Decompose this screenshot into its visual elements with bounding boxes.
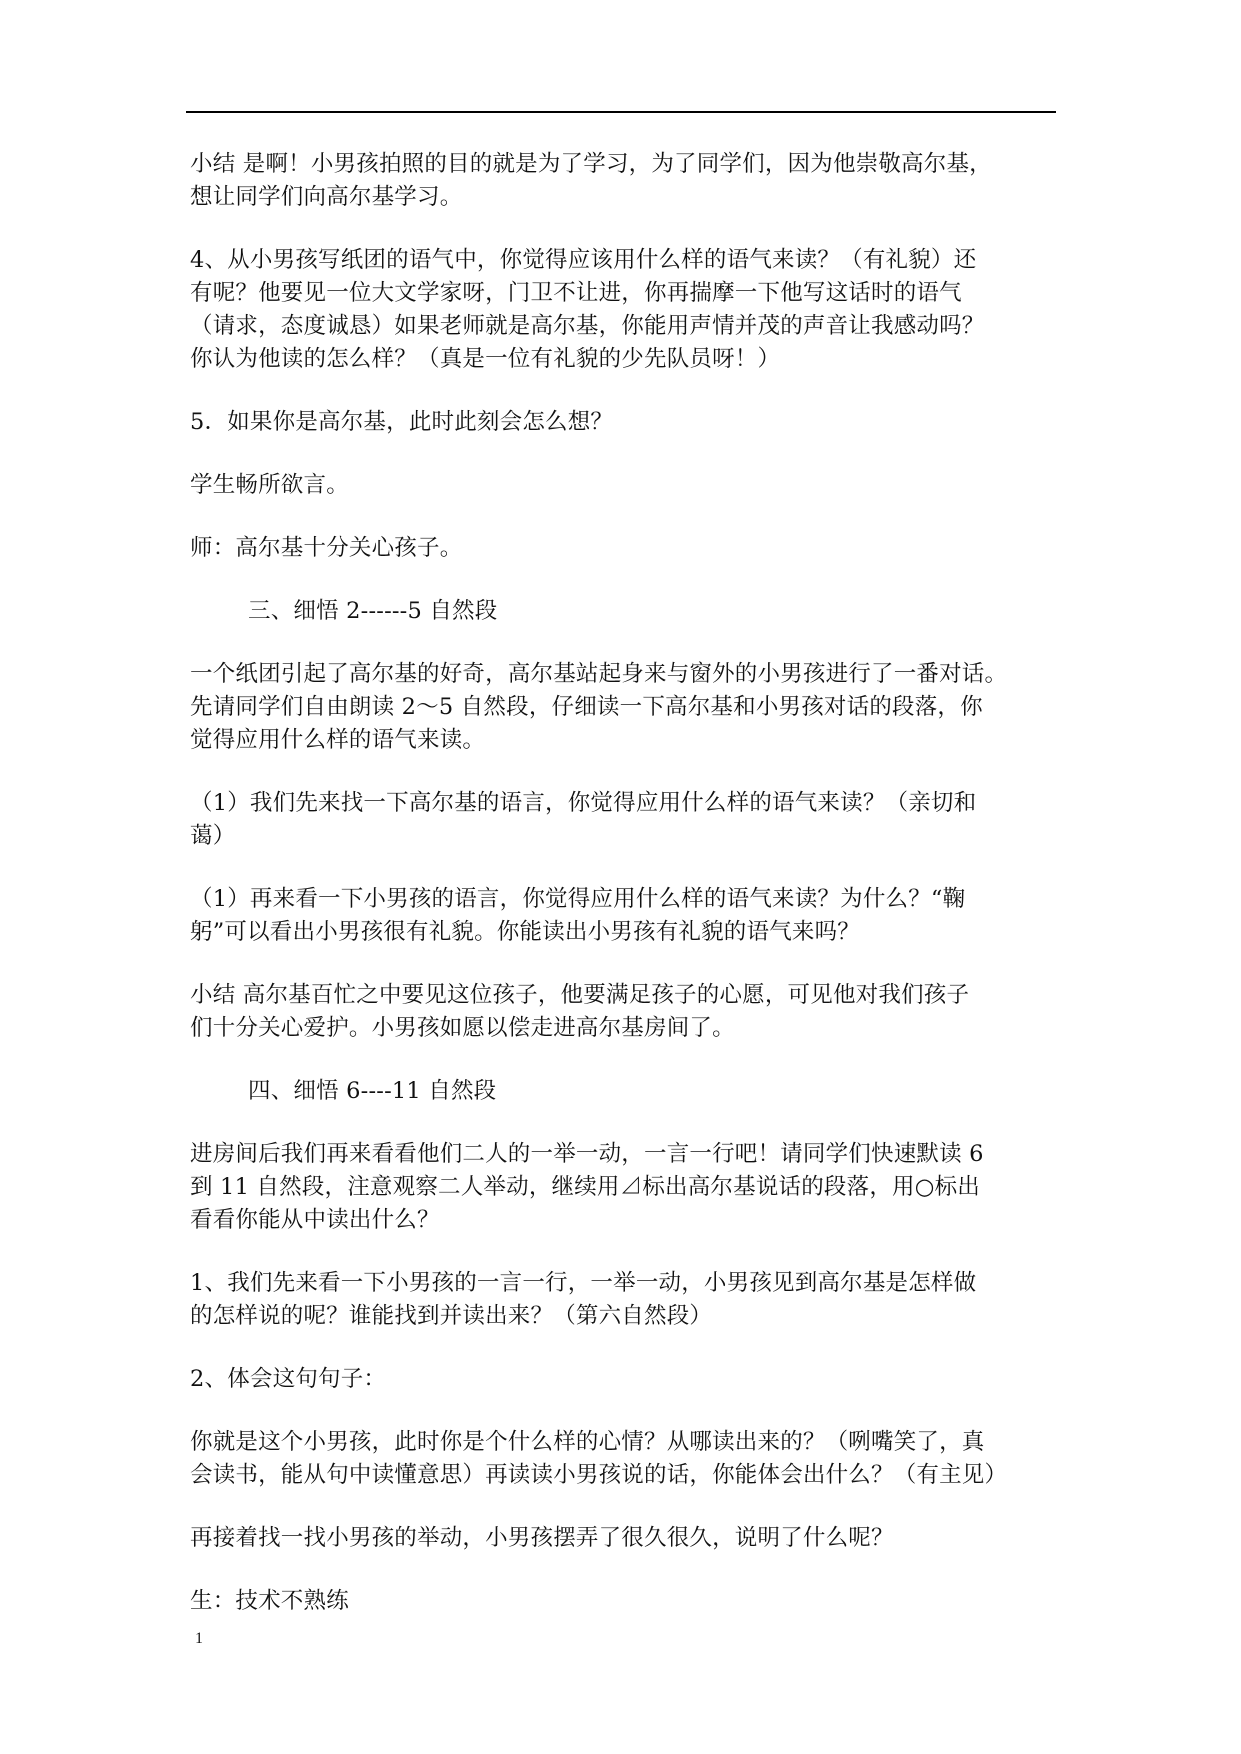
paragraph — [190, 1267, 1060, 1333]
paragraph — [190, 658, 1060, 757]
section-heading — [190, 1075, 1060, 1108]
paragraph — [190, 148, 1060, 214]
text-line: 你就是这个小男孩，此时你是个什么样的心情？从哪读出来的？（咧嘴笑了，真 — [190, 1429, 985, 1455]
text-line: 看看你能从中读出什么？ — [190, 1207, 440, 1233]
text-line: 小结 是啊！小男孩拍照的目的就是为了学习，为了同学们，因为他崇敬高尔基， — [190, 151, 992, 177]
paragraph — [190, 1426, 1060, 1492]
text-line: 三、细悟 2------5 自然段 — [248, 598, 498, 624]
paragraph — [190, 1522, 1060, 1555]
paragraph — [190, 406, 1060, 439]
text-line: （1）我们先来找一下高尔基的语言，你觉得应用什么样的语气来读？（亲切和 — [190, 790, 977, 816]
text-line: 5．如果你是高尔基，此时此刻会怎么想？ — [190, 409, 614, 435]
document-body — [190, 148, 1060, 1648]
text-line: 想让同学们向高尔基学习。 — [190, 184, 463, 210]
text-line: 四、细悟 6----11 自然段 — [248, 1078, 497, 1104]
text-line: 2、体会这句句子： — [190, 1366, 387, 1392]
text-line: 生：技术不熟练 — [190, 1588, 349, 1614]
text-line: 4、从小男孩写纸团的语气中，你觉得应该用什么样的语气来读？（有礼貌）还 — [190, 247, 977, 273]
text-line: 小结 高尔基百忙之中要见这位孩子，他要满足孩子的心愿，可见他对我们孩子 — [190, 982, 970, 1008]
text-line: （请求，态度诚恳）如果老师就是高尔基，你能用声情并茂的声音让我感动吗？ — [190, 313, 985, 339]
header-rule — [186, 111, 1056, 113]
paragraph — [190, 469, 1060, 502]
text-line: 到 11 自然段，注意观察二人举动，继续用⊿标出高尔基说话的段落，用○标出 — [190, 1174, 980, 1200]
text-line: 1、我们先来看一下小男孩的一言一行，一举一动，小男孩见到高尔基是怎样做 — [190, 1270, 977, 1296]
text-line: （1）再来看一下小男孩的语言，你觉得应用什么样的语气来读？为什么？“鞠 — [190, 886, 966, 912]
paragraph — [190, 244, 1060, 376]
section-heading — [190, 595, 1060, 628]
paragraph — [190, 1363, 1060, 1396]
text-line: 蔼） — [190, 823, 236, 849]
paragraph — [190, 787, 1060, 853]
text-line: 觉得应用什么样的语气来读。 — [190, 727, 486, 753]
text-line: 一个纸团引起了高尔基的好奇，高尔基站起身来与窗外的小男孩进行了一番对话。 — [190, 661, 1008, 687]
text-line: 躬”可以看出小男孩很有礼貌。你能读出小男孩有礼貌的语气来吗？ — [190, 919, 861, 945]
text-line: 会读书，能从句中读懂意思）再读读小男孩说的话，你能体会出什么？（有主见） — [190, 1462, 1008, 1488]
text-line: 进房间后我们再来看看他们二人的一举一动，一言一行吧！请同学们快速默读 6 — [190, 1141, 984, 1167]
paragraph — [190, 979, 1060, 1045]
paragraph — [190, 1138, 1060, 1237]
text-line: 师：高尔基十分关心孩子。 — [190, 535, 463, 561]
text-line: 你认为他读的怎么样？（真是一位有礼貌的少先队员呀！） — [190, 346, 781, 372]
text-line: 有呢？他要见一位大文学家呀，门卫不让进，你再揣摩一下他写这话时的语气 — [190, 280, 962, 306]
text-line: 先请同学们自由朗读 2～5 自然段，仔细读一下高尔基和小男孩对话的段落，你 — [190, 694, 983, 720]
text-line: 们十分关心爱护。小男孩如愿以偿走进高尔基房间了。 — [190, 1015, 735, 1041]
page-number: 1 — [195, 1630, 203, 1647]
text-line: 的怎样说的呢？谁能找到并读出来？（第六自然段） — [190, 1303, 713, 1329]
text-line: 再接着找一找小男孩的举动，小男孩摆弄了很久很久，说明了什么呢？ — [190, 1525, 894, 1551]
paragraph — [190, 1585, 1060, 1618]
paragraph — [190, 532, 1060, 565]
text-line: 学生畅所欲言。 — [190, 472, 349, 498]
paragraph — [190, 883, 1060, 949]
